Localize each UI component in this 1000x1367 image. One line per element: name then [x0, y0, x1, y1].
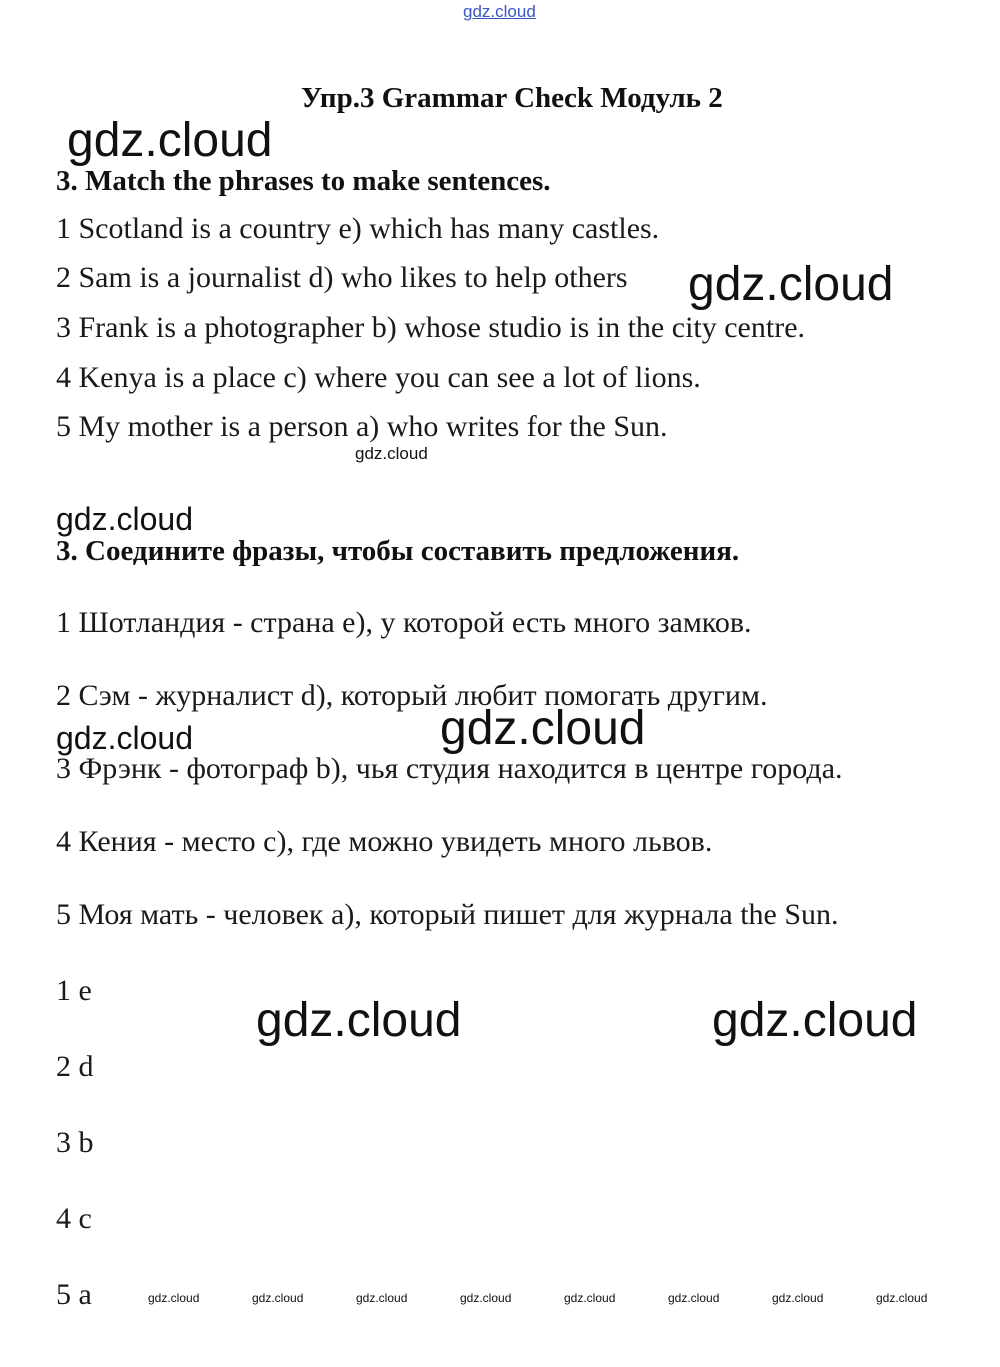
- watermark-mid: gdz.cloud: [56, 720, 193, 756]
- russian-line-1: 1 Шотландия - страна e), у которой есть много замков.: [56, 606, 752, 639]
- watermark-big: gdz.cloud: [67, 114, 273, 167]
- footer-watermark: gdz.cloud: [564, 1291, 616, 1305]
- watermark-big: gdz.cloud: [440, 702, 646, 755]
- footer-watermark: gdz.cloud: [668, 1291, 720, 1305]
- answer-1: 1 e: [56, 974, 92, 1007]
- watermark-big: gdz.cloud: [688, 258, 894, 311]
- footer-watermark: gdz.cloud: [876, 1291, 928, 1305]
- watermark-small: gdz.cloud: [355, 444, 428, 463]
- english-line-3: 3 Frank is a photographer b) whose studio is in the city centre.: [56, 311, 806, 344]
- answer-4: 4 c: [56, 1202, 92, 1235]
- footer-watermark: gdz.cloud: [772, 1291, 824, 1305]
- watermark-big: gdz.cloud: [712, 994, 918, 1047]
- russian-line-4: 4 Кения - место c), где можно увидеть много львов.: [56, 825, 713, 858]
- russian-heading: 3. Соедините фразы, чтобы составить предложения.: [56, 535, 740, 567]
- footer-watermark: gdz.cloud: [148, 1291, 200, 1305]
- english-line-5: 5 My mother is a person a) who writes for the Sun.: [56, 410, 668, 443]
- russian-line-2: 2 Сэм - журналист d), который любит помогать другим.: [56, 679, 768, 712]
- footer-watermark: gdz.cloud: [460, 1291, 512, 1305]
- header-watermark: gdz.cloud: [463, 2, 536, 21]
- russian-line-5: 5 Моя мать - человек a), который пишет для журнала the Sun.: [56, 898, 839, 931]
- watermark-mid: gdz.cloud: [56, 501, 193, 537]
- english-heading: 3. Match the phrases to make sentences.: [56, 165, 551, 197]
- footer-watermark: gdz.cloud: [356, 1291, 408, 1305]
- footer-watermark: gdz.cloud: [252, 1291, 304, 1305]
- english-line-4: 4 Kenya is a place c) where you can see a lot of lions.: [56, 361, 701, 394]
- watermark-big: gdz.cloud: [256, 994, 462, 1047]
- answer-2: 2 d: [56, 1050, 94, 1083]
- english-line-2: 2 Sam is a journalist d) who likes to help others: [56, 261, 628, 294]
- english-line-1: 1 Scotland is a country e) which has many castles.: [56, 212, 660, 245]
- answer-3: 3 b: [56, 1126, 94, 1159]
- russian-line-3: 3 Фрэнк - фотограф b), чья студия находится в центре города.: [56, 752, 843, 785]
- page-title: Упр.3 Grammar Check Модуль 2: [301, 82, 723, 114]
- answer-5: 5 a: [56, 1278, 92, 1311]
